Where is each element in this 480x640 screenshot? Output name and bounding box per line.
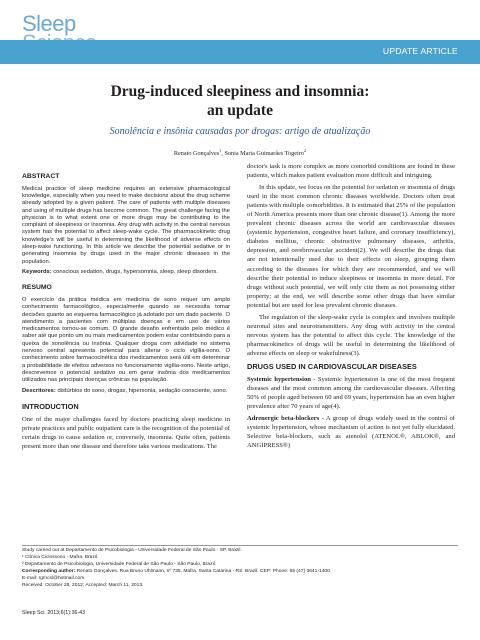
footnotes (22, 548, 458, 589)
left-column (22, 171, 230, 454)
abstract-text: Medical practice of sleep medicine requires an extensive pharmacological knowledge, especially when you need to make decisions about the drug scheme already adopted by a given patient. The care of patients with multiple diseases and using of multiple drugs has become common. The great challenge facing the physician is to what extent one or more drugs may be contributing to the complaint of sleepiness or insomnia. Any drug with activity in the central nervous system has the potential to affect sleep-wake cycle. The pharmacokinetic drug knowledge's will be useful in determining the likelihood of adverse effects on sleep-wake functioning. In this article we describe the potential sedative or in generating insomnia by drugs used in the major chronic diseases in the population. (22, 185, 230, 265)
footer-divider (22, 545, 458, 546)
abstract-heading: ABSTRACT (22, 173, 60, 180)
corresponding-text: Renato Gonçalves. Rua Bruno Uhlmann, nº 735. Mafra. Santa Catarina - RS. Brazil. CEP: Phone: 55 (47) 3641-1400. (75, 568, 332, 574)
category-bar (0, 40, 480, 64)
authors (0, 148, 480, 157)
right-paragraph-3: The regulation of the sleep-wake cycle is complex and involves multiple neuronal sites and neurotransmitters. Any drug with activity in the central nervous system has the potential to affect this cycle. The knowledge of the pharmacokinetics of drugs will be useful in determining the likelihood of adverse effects on sleep or wakefulness(3). (247, 313, 455, 357)
author-2-affil: 2 (303, 148, 307, 153)
descritores-text: distúrbios do sono, drogas, hipersonia, sedação consciente, sono. (55, 387, 228, 394)
keywords-label: Keywords: (22, 268, 52, 275)
introduction-heading: INTRODUCTION (22, 401, 79, 411)
received-dates: Received: October 28, 2012; Accepted: March 11, 2013. (22, 582, 144, 588)
betablocker-label: Adrenergic beta-blockers (247, 415, 320, 423)
introduction-text: One of the major challenges faced by doctors practicing sleep medicine in private practices and public outpatient care is the recognition of the potential of certain drugs to cause sedation or, conversely, insomnia. Quite often, patients present more than one disease and therefore take various medications. The (22, 415, 230, 450)
cardio-heading: DRUGS USED IN CARDIOVASCULAR DISEASES (247, 361, 417, 371)
right-paragraph-2: In this update, we focus on the potential for sedation or insomnia of drugs used in the most common chronic diseases worldwide. Doctors often treat patients with multiple comorbidities. It is estimated that 25% of the population of North America presents more than one chronic disease(1). Among the more prevalent chronic diseases across the world are cardiovascular diseases (systemic hypertension, congestive heart failure, and coronary insufficiency), diabetes mellitus, chronic obstructive pulmonary diseases, arthritis, depression, and cerebrovascular accident(2). We will describe the drugs that are not intentionally used due to their effects on sleep, grouping them according to the diseases for which they are recommended, and we will describe their potential to induce sleepiness or insomnia in more detail. For drugs without such potential, we will only cite them as not possessing either property; at the end, we will describe some other drugs that have similar potential but are used for less prevalent chronic diseases. (247, 184, 455, 309)
author-2: , Sonia Maria Guimarães Togeiro (221, 150, 304, 158)
article-title-line2: an update (207, 102, 273, 119)
affiliation-1: ¹ Clínica Ciclossono - Mafra, Brazil. (22, 554, 99, 560)
logo-line1: Sleep (22, 11, 76, 36)
corresponding-author (22, 569, 458, 576)
betablocker-paragraph (247, 414, 455, 450)
article-title-line1: Drug-induced sleepiness and insomnia: (110, 83, 370, 100)
right-column (247, 162, 455, 453)
article-category: UPDATE ARTICLE (382, 46, 458, 56)
citation: Sleep Sci. 2013;6(1):36-43 (22, 610, 86, 616)
right-paragraph-1: doctor's task is more complex as more comorbid conditions are found in these patients, which makes patient evaluation more difficult and intriguing. (247, 163, 455, 180)
corresponding-label: Corresponding author: (22, 568, 76, 574)
author-1-affil: 1 (219, 148, 222, 153)
author-1: Renato Gonçalves (173, 150, 220, 158)
betablocker-text: - A group of drugs widely used in the control of systemic hypertension, whose mechanism of action is not yet fully elucidated. Selective beta-blockers, such as atenolol (ATENOL®, ABLOK®, and ANGIPRESS®) (247, 415, 455, 450)
hypertension-paragraph (247, 375, 455, 411)
resumo-heading: RESUMO (22, 284, 52, 292)
hypertension-label: Systemic hypertension (247, 376, 311, 384)
article-subtitle: Sonolência e insônia causadas por drogas: artigo de atualização (109, 126, 371, 137)
descritores (22, 388, 230, 395)
study-note: Study carried out at Departamento de Psicobiologia - Universidade Federal de São Paulo - SP. Brazil. (22, 548, 242, 553)
affiliation-2: ² Departamento de Psicobiologia, Universidade Federal de São Paulo - São Paulo, Brazil. (22, 561, 217, 567)
keywords (22, 269, 230, 276)
resumo-text: O exercício da prática médica em medicina de sono requer um amplo conhecimento farmacológico, especialmente quando se necessita tomar decisões quanto ao esquema farmacológico já adotado por um dado paciente. O atendimento a pacientes com múltiplas doenças e em uso de vários medicamentos tornou-se comum. O grande desafio enfrentado pelo médico é saber até que ponto um ou mais medicamentos podem estar contribuindo para a queixa de sonolência ou insônia. Qualquer droga com atividade no sistema nervoso central apresenta potencial para alterar o ciclo vigília-sono. O conhecimento sobre farmacocinética dos medicamentos será útil em determinar a probabilidade de efeitos adversos no funcionamento vigília-sono. Neste artigo, descrevemos o potencial sedativo ou em gerar insônia dos medicamentos utilizados nas principais doenças crônicas na população. (22, 296, 230, 384)
hypertension-text: - Systemic hypertension is one of the most frequent diseases and the most common among the cardiovascular diseases. Affecting 50% of people aged between 60 and 69 years, hypertension has an even higher prevalence after 70 years of age(4). (247, 376, 455, 411)
email: E-mail: rgmcsl@hotmail.com (22, 575, 85, 581)
descritores-label: Descritores: (22, 387, 56, 394)
keywords-text: conscious sedation, drugs, hypersomnia, sleep, sleep disorders. (51, 268, 218, 275)
